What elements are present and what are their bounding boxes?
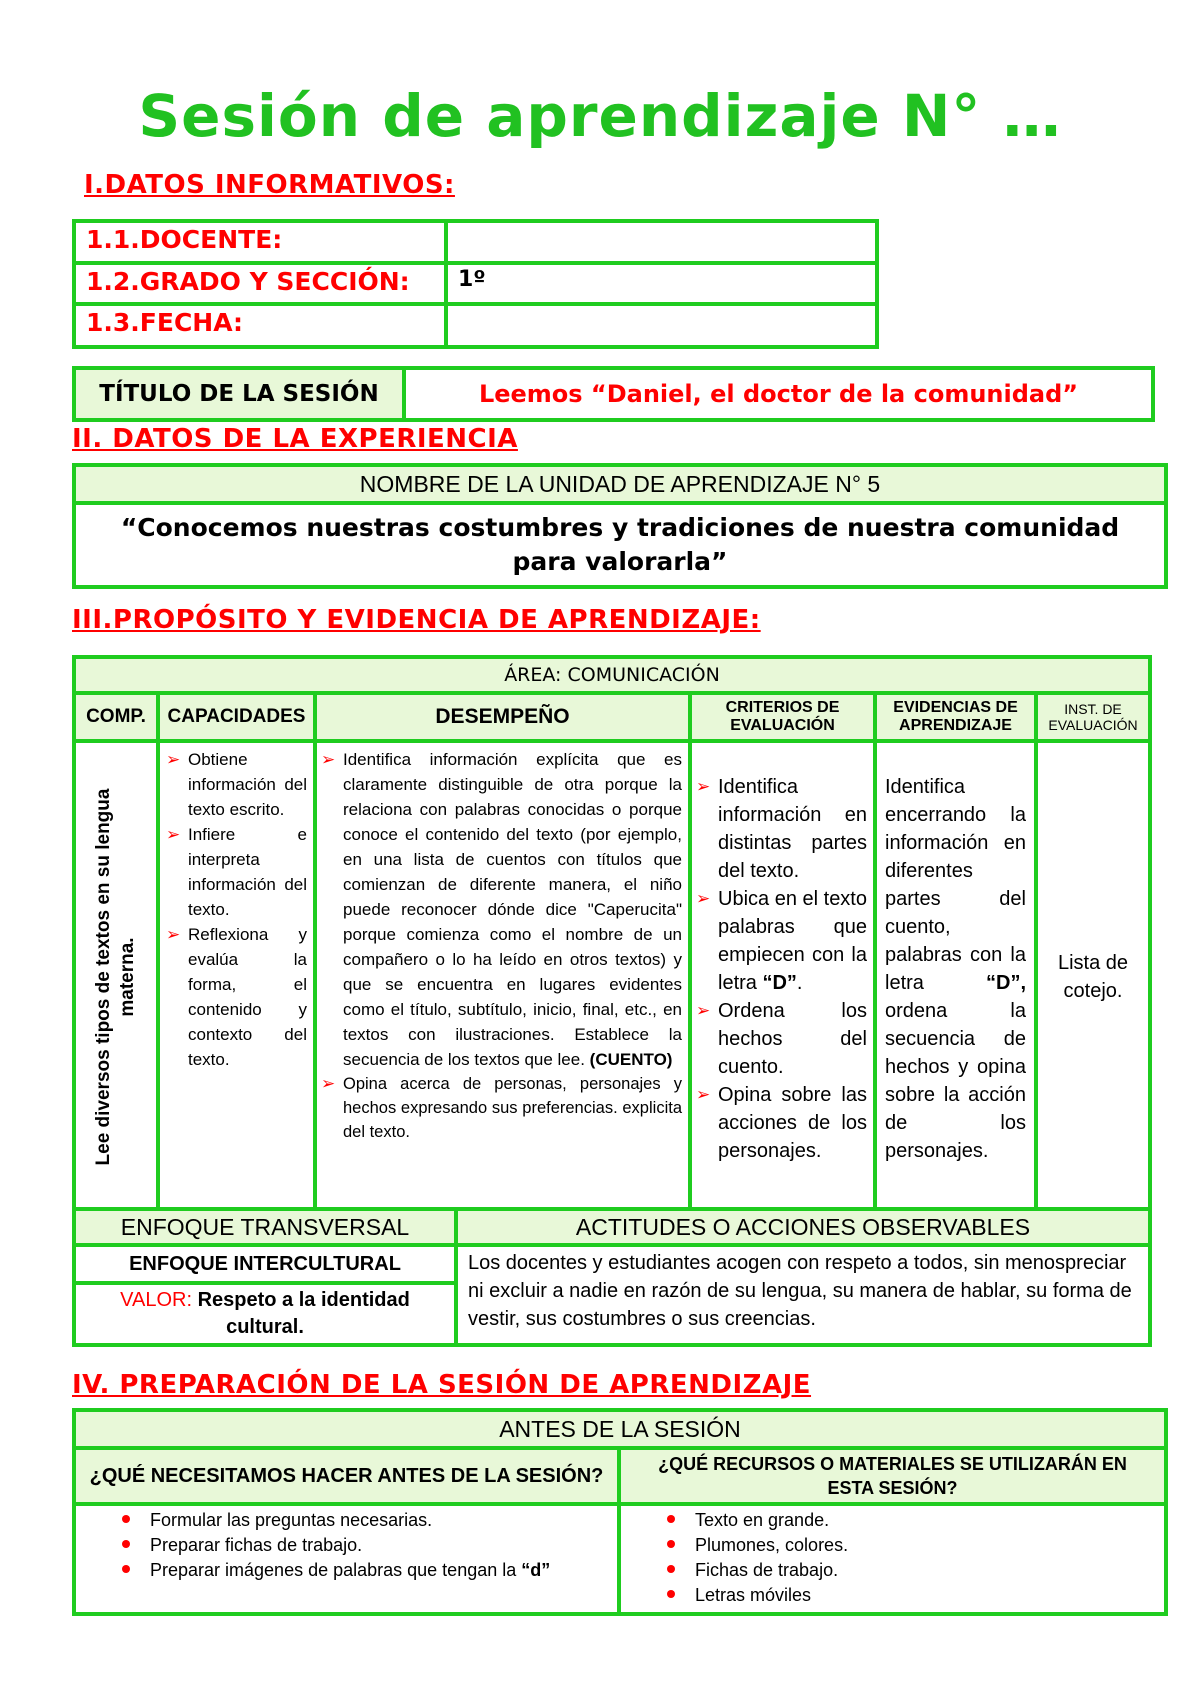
docente-value <box>446 221 877 263</box>
header-criterios: CRITERIOS DE EVALUACIÓN <box>690 693 875 741</box>
docente-label: 1.1.DOCENTE: <box>74 221 446 263</box>
actitudes-header: ACTITUDES O ACCIONES OBSERVABLES <box>456 1209 1150 1245</box>
criterio-item: ➢ Identifica información en distintas partes del texto. <box>696 773 867 885</box>
desempeno-item <box>321 747 682 1072</box>
desempeno-item: ➢ Opina acerca de personas, personajes y hechos expresando sus preferencias. explicita del texto. <box>321 1072 682 1144</box>
header-inst: INST. DE EVALUACIÓN <box>1036 693 1150 741</box>
titulo-table <box>72 366 1155 422</box>
titulo-value: Leemos “Daniel, el doctor de la comunidad” <box>404 368 1153 420</box>
unidad-header: NOMBRE DE LA UNIDAD DE APRENDIZAJE N° 5 <box>74 465 1166 503</box>
valor-text: Respeto a la identidad cultural. <box>197 1289 410 1338</box>
grado-label: 1.2.GRADO Y SECCIÓN: <box>74 263 446 304</box>
competencia-cell <box>74 741 158 1213</box>
col2-item: Fichas de trabajo. <box>695 1558 1160 1583</box>
col1-item: Formular las preguntas necesarias. <box>150 1508 613 1533</box>
unidad-name: “Conocemos nuestras costumbres y tradiciones de nuestra comunidad para valorarla” <box>74 503 1166 587</box>
actitudes-text: Los docentes y estudiantes acogen con respeto a todos, sin menospreciar ni excluir a nadie en razón de su lengua, su manera de hablar, su forma de vestir, sus costumbres o sus creencias. <box>456 1245 1150 1345</box>
competencia-text: Lee diversos tipos de textos en su lengua materna. <box>93 788 138 1166</box>
desempeno-text: Identifica información explícita que es claramente distinguible de otra porque la relaciona con palabras conocidas o porque conoce el contenido del texto (por ejemplo, en una lista de cuentos con títulos que comienzan de diferente manera, el niño puede reconocer dónde dice "Caperucita" porque comienza como el nombre de un compañero o lo ha leído en otros textos) y que se encuentra en lugares evidentes como el título, subtítulo, inicio, final, etc., en textos con ilustraciones. Establece la secuencia de los textos que lee. <box>343 750 682 1069</box>
capacidad-item: ➢ Infiere e interpreta información del texto. <box>166 822 307 922</box>
col1-header: ¿QUÉ NECESITAMOS HACER ANTES DE LA SESIÓN? <box>74 1448 619 1504</box>
fecha-value <box>446 304 877 347</box>
desempeno-list <box>321 747 682 1144</box>
proposito-table <box>72 655 1152 1215</box>
col1-item: Preparar fichas de trabajo. <box>150 1533 613 1558</box>
capacidad-item: ➢ Obtiene información del texto escrito. <box>166 747 307 822</box>
criterio-item: ➢ Ordena los hechos del cuento. <box>696 997 867 1081</box>
col1-item-text: Preparar imágenes de palabras que tengan la <box>150 1560 522 1580</box>
experiencia-table <box>72 463 1168 589</box>
col2-list <box>625 1508 1160 1608</box>
antes-header: ANTES DE LA SESIÓN <box>74 1410 1166 1448</box>
section-heading-proposito: III.PROPÓSITO Y EVIDENCIA DE APRENDIZAJE: <box>72 605 761 635</box>
preparacion-table <box>72 1408 1168 1616</box>
col1-item <box>150 1558 613 1583</box>
capacidad-item: ➢ Reflexiona y evalúa la forma, el contenido y contexto del texto. <box>166 922 307 1072</box>
evidencia-cell <box>875 741 1036 1213</box>
titulo-label: TÍTULO DE LA SESIÓN <box>74 368 404 420</box>
col2-item: Letras móviles <box>695 1583 1160 1608</box>
col2-item: Plumones, colores. <box>695 1533 1160 1558</box>
col1-cell <box>74 1504 619 1614</box>
header-capacidades: CAPACIDADES <box>158 693 315 741</box>
section-heading-preparacion: IV. PREPARACIÓN DE LA SESIÓN DE APRENDIZAJE <box>72 1370 812 1400</box>
criterio-item: ➢ Opina sobre las acciones de los personajes. <box>696 1081 867 1165</box>
capacidades-list <box>166 747 307 1072</box>
criterios-cell <box>690 741 875 1213</box>
capacidades-cell <box>158 741 315 1213</box>
header-evidencias: EVIDENCIAS DE APRENDIZAJE <box>875 693 1036 741</box>
enfoque-table <box>72 1207 1152 1347</box>
instrumento-cell: Lista de cotejo. <box>1036 741 1150 1213</box>
valor-cell <box>74 1283 456 1345</box>
desempeno-bold: (CUENTO) <box>589 1050 673 1069</box>
datos-table <box>72 219 879 349</box>
col2-header: ¿QUÉ RECURSOS O MATERIALES SE UTILIZARÁN EN ESTA SESIÓN? <box>619 1448 1166 1504</box>
col1-list <box>80 1508 613 1583</box>
evidencia-bold: “D”, <box>986 972 1026 994</box>
criterio-text: . <box>796 972 803 994</box>
desempeno-cell <box>315 741 690 1213</box>
criterio-bold: “D” <box>762 972 797 994</box>
area-header: ÁREA: COMUNICACIÓN <box>74 657 1150 693</box>
evidencia-text: ordena la secuencia de hechos y opina sobre la acción de los personajes. <box>885 1000 1026 1162</box>
enfoque-name: ENFOQUE INTERCULTURAL <box>74 1245 456 1283</box>
fecha-label: 1.3.FECHA: <box>74 304 446 347</box>
valor-label: VALOR: <box>120 1289 193 1311</box>
criterios-list <box>696 773 867 1165</box>
col2-item: Texto en grande. <box>695 1508 1160 1533</box>
col2-cell <box>619 1504 1166 1614</box>
criterio-item <box>696 885 867 997</box>
section-heading-datos: I.DATOS INFORMATIVOS: <box>84 170 455 200</box>
criterio-text: Ubica en el texto palabras que empiecen con la letra <box>718 888 867 994</box>
page-title: Sesión de aprendizaje N° … <box>138 82 1062 150</box>
grado-value: 1º <box>446 263 877 304</box>
evidencia-text: Identifica encerrando la información en diferentes partes del cuento, palabras con la letra <box>885 776 1026 994</box>
header-comp: COMP. <box>74 693 158 741</box>
header-desempeno: DESEMPEÑO <box>315 693 690 741</box>
col1-item-bold: “d” <box>521 1560 551 1580</box>
section-heading-experiencia: II. DATOS DE LA EXPERIENCIA <box>72 424 518 454</box>
enfoque-header: ENFOQUE TRANSVERSAL <box>74 1209 456 1245</box>
